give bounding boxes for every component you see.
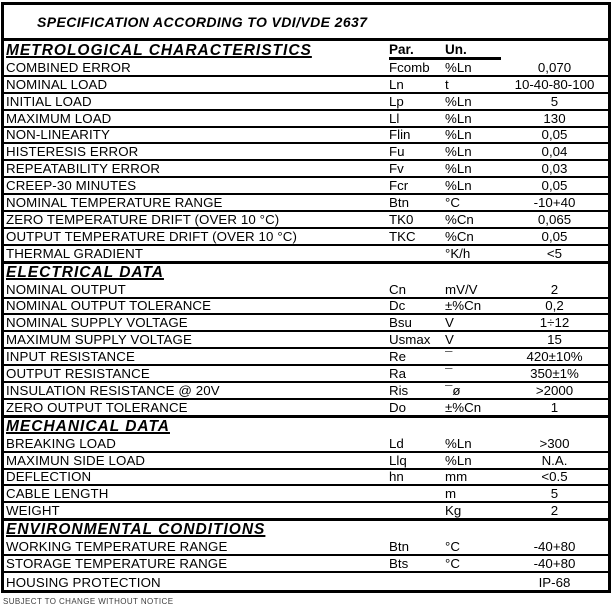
row-parameter: Dc [389, 298, 406, 314]
table-row [4, 539, 608, 556]
row-parameter: Fu [389, 144, 405, 160]
row-label: STORAGE TEMPERATURE RANGE [6, 556, 228, 572]
table-row [4, 94, 608, 111]
row-parameter: Flin [389, 127, 411, 143]
row-unit: %Cn [445, 228, 474, 244]
row-parameter: Bts [389, 556, 409, 572]
row-value: 0,03 [541, 161, 568, 177]
row-unit: %Ln [445, 110, 472, 126]
row-value: 2 [550, 281, 559, 297]
row-label: BREAKING LOAD [6, 435, 116, 451]
table-body [4, 41, 608, 590]
row-label: OUTPUT TEMPERATURE DRIFT (OVER 10 °C) [6, 228, 297, 244]
row-parameter: TK0 [389, 211, 414, 227]
row-unit: %Ln [445, 161, 472, 177]
column-header-par [389, 264, 445, 282]
table-row [4, 573, 608, 590]
row-label: INPUT RESISTANCE [6, 349, 135, 365]
row-parameter: hn [389, 469, 404, 485]
column-header-par [389, 418, 445, 436]
row-parameter: Fv [389, 161, 404, 177]
row-value: 2 [550, 503, 559, 519]
row-unit: Kg [445, 503, 462, 519]
row-value: -40+80 [533, 556, 576, 572]
table-row [4, 246, 608, 263]
table-row [4, 111, 608, 128]
row-parameter: Ra [389, 366, 406, 382]
row-parameter: Usmax [389, 332, 431, 348]
column-header-un: Un. [445, 41, 501, 60]
table-row [4, 128, 608, 145]
row-parameter: Re [389, 349, 406, 365]
column-header-spacer [501, 264, 608, 282]
page-title: SPECIFICATION ACCORDING TO VDI/VDE 2637 [4, 5, 608, 41]
row-unit: °C [445, 556, 460, 572]
table-row [4, 299, 608, 316]
row-label: HISTERESIS ERROR [6, 144, 139, 160]
row-unit: ¯ [445, 366, 453, 382]
row-parameter: Do [389, 399, 406, 415]
row-unit: mm [445, 469, 468, 485]
row-label: NOMINAL OUTPUT [6, 281, 126, 297]
row-unit: mV/V [445, 281, 478, 297]
row-unit: %Cn [445, 211, 474, 227]
column-header-un [445, 264, 501, 282]
row-unit: %Ln [445, 59, 472, 75]
row-value: -40+80 [533, 539, 576, 555]
table-section [4, 41, 608, 263]
row-label: CREEP-30 MINUTES [6, 178, 137, 194]
row-value: 10-40-80-100 [514, 76, 595, 92]
row-unit: ±%Cn [445, 298, 482, 314]
footer-note: SUBJECT TO CHANGE WITHOUT NOTICE [3, 597, 174, 606]
row-unit: m [445, 486, 457, 502]
column-header-un [445, 521, 501, 539]
row-parameter: Fcr [389, 178, 409, 194]
row-value: 350±1% [530, 366, 579, 382]
row-value: N.A. [541, 452, 568, 468]
table-row [4, 282, 608, 299]
row-value: 1 [550, 399, 559, 415]
section-title: ELECTRICAL DATA [6, 263, 164, 281]
table-row [4, 161, 608, 178]
table-row [4, 332, 608, 349]
table-row [4, 178, 608, 195]
row-unit: %Ln [445, 452, 472, 468]
row-parameter: Fcomb [389, 59, 430, 75]
column-header-un [445, 418, 501, 436]
table-row [4, 400, 608, 417]
row-unit: V [445, 315, 454, 331]
table-section [4, 417, 608, 520]
row-unit: °K/h [445, 245, 471, 261]
row-value: 5 [550, 486, 559, 502]
row-label: NOMINAL OUTPUT TOLERANCE [6, 298, 212, 314]
row-label: NON-LINEARITY [6, 127, 110, 143]
row-label: THERMAL GRADIENT [6, 245, 144, 261]
row-value: 130 [543, 110, 566, 126]
table-row [4, 315, 608, 332]
row-value: 15 [547, 332, 562, 348]
row-unit: t [445, 76, 449, 92]
row-label: INSULATION RESISTANCE @ 20V [6, 382, 220, 398]
row-unit: ±%Cn [445, 399, 482, 415]
table-row [4, 144, 608, 161]
row-label: MAXIMUM SUPPLY VOLTAGE [6, 332, 192, 348]
table-row [4, 436, 608, 453]
row-value: 0,05 [541, 228, 568, 244]
row-value: 0,065 [537, 211, 572, 227]
column-header-spacer [501, 41, 608, 60]
row-label: HOUSING PROTECTION [6, 574, 161, 590]
row-value: 0,04 [541, 144, 568, 160]
row-label: DEFLECTION [6, 469, 92, 485]
row-label: ZERO TEMPERATURE DRIFT (OVER 10 °C) [6, 211, 280, 227]
table-section [4, 520, 608, 590]
row-unit: V [445, 332, 454, 348]
row-label: INITIAL LOAD [6, 93, 92, 109]
row-parameter: Cn [389, 281, 406, 297]
row-unit: ¯ [445, 349, 453, 365]
row-label: NOMINAL LOAD [6, 76, 108, 92]
row-value: 0,2 [545, 298, 564, 314]
row-parameter: Ln [389, 76, 404, 92]
row-label: COMBINED ERROR [6, 59, 131, 75]
table-row [4, 349, 608, 366]
section-header-row [4, 417, 608, 436]
table-row [4, 453, 608, 470]
row-label: REPEATABILITY ERROR [6, 161, 161, 177]
row-parameter: Ris [389, 382, 409, 398]
row-parameter: Ll [389, 110, 400, 126]
row-value: <0.5 [541, 469, 568, 485]
table-row [4, 212, 608, 229]
table-row [4, 486, 608, 503]
table-row [4, 556, 608, 573]
section-title: MECHANICAL DATA [6, 417, 170, 435]
table-row [4, 77, 608, 94]
row-label: MAXIMUN SIDE LOAD [6, 452, 146, 468]
row-unit: %Ln [445, 144, 472, 160]
row-unit: %Ln [445, 127, 472, 143]
row-value: 1÷12 [539, 315, 570, 331]
row-label: MAXIMUM LOAD [6, 110, 112, 126]
row-label: OUTPUT RESISTANCE [6, 366, 150, 382]
row-unit: %Ln [445, 435, 472, 451]
row-value: 0,070 [537, 59, 572, 75]
row-unit: %Ln [445, 178, 472, 194]
row-value: IP-68 [538, 574, 571, 590]
row-value: -10+40 [533, 195, 576, 211]
row-parameter: Bsu [389, 315, 412, 331]
specification-table [1, 2, 611, 593]
section-title: METROLOGICAL CHARACTERISTICS [6, 42, 312, 59]
row-label: ZERO OUTPUT TOLERANCE [6, 399, 188, 415]
column-header-spacer [501, 521, 608, 539]
row-label: NOMINAL TEMPERATURE RANGE [6, 195, 223, 211]
table-row [4, 383, 608, 400]
table-section [4, 263, 608, 417]
table-row [4, 60, 608, 77]
row-value: <5 [546, 245, 563, 261]
row-parameter: Btn [389, 539, 409, 555]
row-value: >2000 [535, 382, 574, 398]
row-value: 5 [550, 93, 559, 109]
row-parameter: Ld [389, 435, 404, 451]
table-row [4, 229, 608, 246]
row-unit: ¯ø [445, 382, 461, 398]
table-row [4, 470, 608, 487]
row-unit: %Ln [445, 93, 472, 109]
section-header-row [4, 520, 608, 539]
row-label: CABLE LENGTH [6, 486, 109, 502]
row-parameter: TKC [389, 228, 416, 244]
row-value: >300 [539, 435, 570, 451]
row-parameter: Lp [389, 93, 404, 109]
row-label: WORKING TEMPERATURE RANGE [6, 539, 228, 555]
row-value: 0,05 [541, 178, 568, 194]
row-parameter: Llq [389, 452, 407, 468]
row-unit: °C [445, 539, 460, 555]
column-header-par: Par. [389, 41, 445, 60]
row-label: WEIGHT [6, 503, 60, 519]
row-value: 0,05 [541, 127, 568, 143]
row-label: NOMINAL SUPPLY VOLTAGE [6, 315, 188, 331]
row-unit: °C [445, 195, 460, 211]
table-row [4, 503, 608, 520]
section-title: ENVIRONMENTAL CONDITIONS [6, 521, 266, 539]
row-value: 420±10% [526, 349, 583, 365]
column-header-par [389, 521, 445, 539]
section-header-row [4, 263, 608, 282]
table-row [4, 195, 608, 212]
section-header-row [4, 41, 608, 60]
row-parameter: Btn [389, 195, 409, 211]
column-header-spacer [501, 418, 608, 436]
table-row [4, 366, 608, 383]
